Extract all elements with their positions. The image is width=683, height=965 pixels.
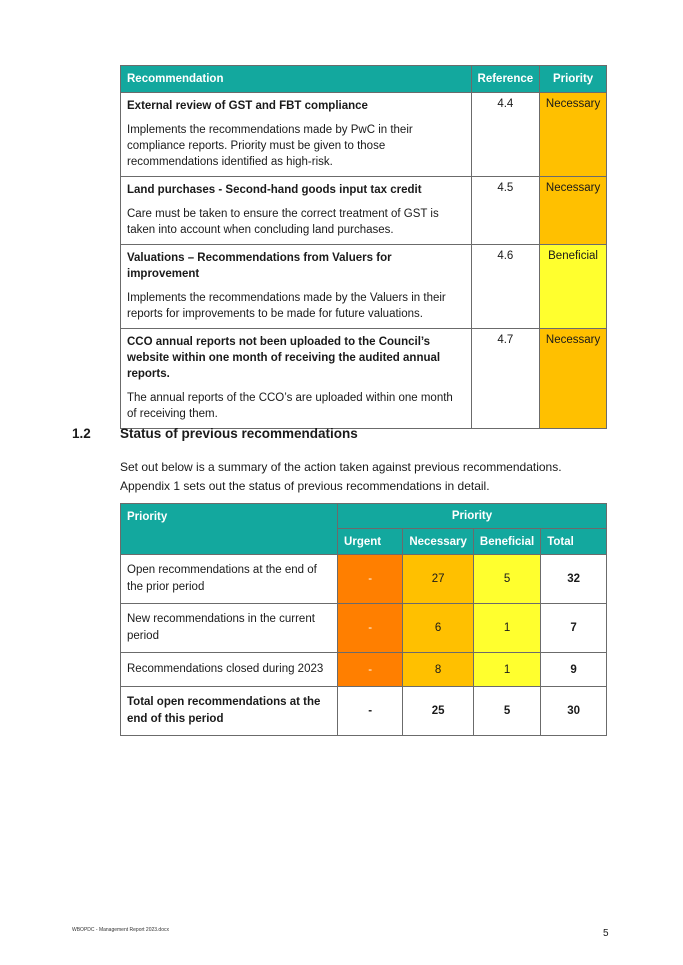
total-cell: 9 <box>541 653 607 687</box>
section-title: Status of previous recommendations <box>120 426 358 441</box>
table-row <box>121 687 607 736</box>
urgent-cell: - <box>338 653 403 687</box>
status-header-priority-group: Priority <box>338 504 607 529</box>
table-row <box>121 177 607 245</box>
table-row <box>121 555 607 604</box>
recommendation-title: External review of GST and FBT compliance <box>127 100 368 112</box>
table-row <box>121 93 607 177</box>
urgent-cell: - <box>338 687 403 736</box>
header-recommendation: Recommendation <box>121 66 472 93</box>
beneficial-cell: 1 <box>473 653 540 687</box>
table-row <box>121 329 607 429</box>
reference-cell: 4.5 <box>471 177 540 245</box>
table-header-row <box>121 66 607 93</box>
priority-cell: Necessary <box>540 177 607 245</box>
recommendations-table <box>120 65 607 429</box>
status-header-priority: Priority <box>121 504 338 555</box>
beneficial-cell: 5 <box>473 687 540 736</box>
table-row <box>121 604 607 653</box>
column-necessary: Necessary <box>403 529 474 555</box>
column-beneficial: Beneficial <box>473 529 540 555</box>
necessary-cell: 25 <box>403 687 474 736</box>
urgent-cell: - <box>338 604 403 653</box>
necessary-cell: 6 <box>403 604 474 653</box>
reference-cell: 4.6 <box>471 245 540 329</box>
column-total: Total <box>541 529 607 555</box>
section-intro: Set out below is a summary of the action taken against previous recommendations. Appendix 1 sets out the status of previous recommendations in detail. <box>120 460 562 493</box>
section-number: 1.2 <box>72 426 91 441</box>
row-label: Recommendations closed during 2023 <box>121 653 338 687</box>
total-cell: 32 <box>541 555 607 604</box>
total-cell: 7 <box>541 604 607 653</box>
table-row <box>121 653 607 687</box>
recommendation-title: CCO annual reports not been uploaded to the Council’s website within one month of receiving the audited annual reports. <box>127 336 441 380</box>
status-header-row <box>121 504 607 529</box>
row-label: Open recommendations at the end of the prior period <box>121 555 338 604</box>
page-number: 5 <box>603 928 609 939</box>
total-cell: 30 <box>541 687 607 736</box>
recommendation-body: Implements the recommendations made by the Valuers in their reports for improvements to be made for future valuations. <box>127 292 446 320</box>
priority-cell: Necessary <box>540 93 607 177</box>
recommendation-title: Land purchases - Second-hand goods input tax credit <box>127 184 422 196</box>
recommendation-cell <box>121 245 472 329</box>
header-reference: Reference <box>471 66 540 93</box>
urgent-cell: - <box>338 555 403 604</box>
priority-cell: Necessary <box>540 329 607 429</box>
reference-cell: 4.4 <box>471 93 540 177</box>
recommendation-cell <box>121 177 472 245</box>
row-label: Total open recommendations at the end of this period <box>121 687 338 736</box>
header-priority: Priority <box>540 66 607 93</box>
status-table <box>120 503 607 736</box>
beneficial-cell: 1 <box>473 604 540 653</box>
priority-cell: Beneficial <box>540 245 607 329</box>
beneficial-cell: 5 <box>473 555 540 604</box>
recommendation-cell <box>121 93 472 177</box>
necessary-cell: 8 <box>403 653 474 687</box>
recommendation-cell <box>121 329 472 429</box>
recommendation-title: Valuations – Recommendations from Valuers for improvement <box>127 252 392 280</box>
row-label: New recommendations in the current period <box>121 604 338 653</box>
recommendation-body: The annual reports of the CCO’s are uploaded within one month of receiving them. <box>127 392 453 420</box>
table-row <box>121 245 607 329</box>
recommendation-body: Implements the recommendations made by PwC in their compliance reports. Priority must be given to those recommendations identified as high-risk. <box>127 124 413 168</box>
column-urgent: Urgent <box>338 529 403 555</box>
recommendation-body: Care must be taken to ensure the correct treatment of GST is taken into account when concluding land purchases. <box>127 208 439 236</box>
footer-document-name: WBOPDC - Management Report 2023.docx <box>72 927 169 933</box>
necessary-cell: 27 <box>403 555 474 604</box>
reference-cell: 4.7 <box>471 329 540 429</box>
